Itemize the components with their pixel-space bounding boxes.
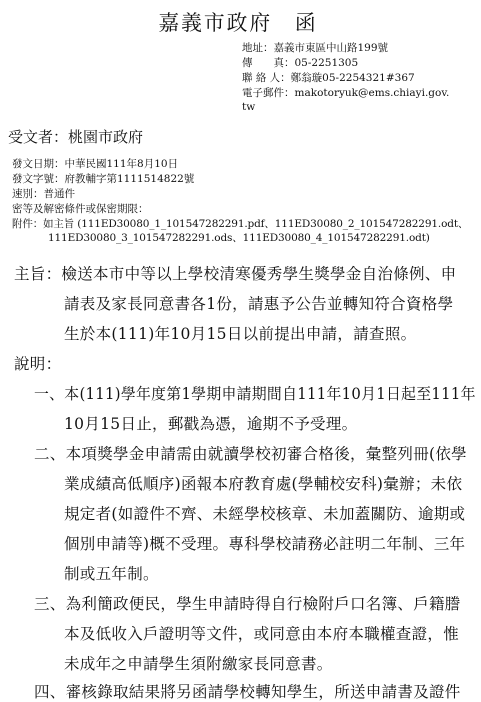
document-title: 嘉義市政府 函: [158, 11, 318, 35]
explanation-line: 10月15日止，郵戳為憑，逾期不予受理。: [64, 415, 358, 433]
explanation-line: 未成年之申請學生須附繳家長同意書。: [64, 655, 333, 673]
speed: 速別：普通件: [12, 188, 75, 200]
contact-person: 聯 絡 人：鄭翁璇05-2254321#367: [242, 72, 415, 84]
subject-line: 主旨：檢送本市中等以上學校清寒優秀學生獎學金自治條例、申: [14, 265, 457, 283]
address: 地址：嘉義市東區中山路199號: [242, 42, 389, 54]
explanation-line: 三、為利簡政便民，學生申請時得自行檢附戶口名簿、戶籍謄: [34, 595, 461, 613]
explanation-line: 制或五年制。: [64, 565, 159, 583]
issue-date: 發文日期：中華民國111年8月10日: [12, 158, 179, 170]
explanation-line: 業成績高低順序)函報本府教育處(學輔校安科)彙辦；未依: [64, 475, 463, 493]
email-continued: tw: [242, 101, 256, 113]
document-number: 發文字號：府教輔字第1111514822號: [12, 173, 195, 185]
explanation-line: 本及低收入戶證明等文件，或同意由本府本職權查證，惟: [64, 625, 460, 643]
attachments: 附件：如主旨 (111ED30080_1_101547282291.pdf、111ED30080_2_101547282291.odt、: [12, 218, 469, 230]
fax: 傳 真：05-2251305: [242, 57, 359, 69]
secrecy: 密等及解密條件或保密期限：: [12, 203, 149, 215]
recipient: 受文者：桃園市政府: [8, 128, 144, 146]
subject-line: 生於本(111)年10月15日以前提出申請，請查照。: [64, 325, 417, 343]
explanation-line: 個別申請等)概不受理。專科學校請務必註明二年制、三年: [64, 535, 466, 553]
explanation-label: 說明：: [14, 355, 62, 373]
subject-line: 請表及家長同意書各1份，請惠予公告並轉知符合資格學: [64, 295, 454, 313]
email: 電子郵件：makotoryuk@ems.chiayi.gov.: [242, 87, 450, 99]
explanation-line: 二、本項獎學金申請需由就讀學校初審合格後，彙整列冊(依學: [34, 445, 467, 463]
explanation-line: 四、審核錄取結果將另函請學校轉知學生，所送申請書及證件: [34, 683, 461, 701]
explanation-line: 規定者(如證件不齊、未經學校核章、未加蓋關防、逾期或: [64, 505, 466, 523]
explanation-line: 一、本(111)學年度第1學期申請期間自111年10月1日起至111年: [34, 385, 476, 403]
attachments-continued: 111ED30080_3_101547282291.ods、111ED30080_4_101547282291.odt): [48, 232, 430, 244]
